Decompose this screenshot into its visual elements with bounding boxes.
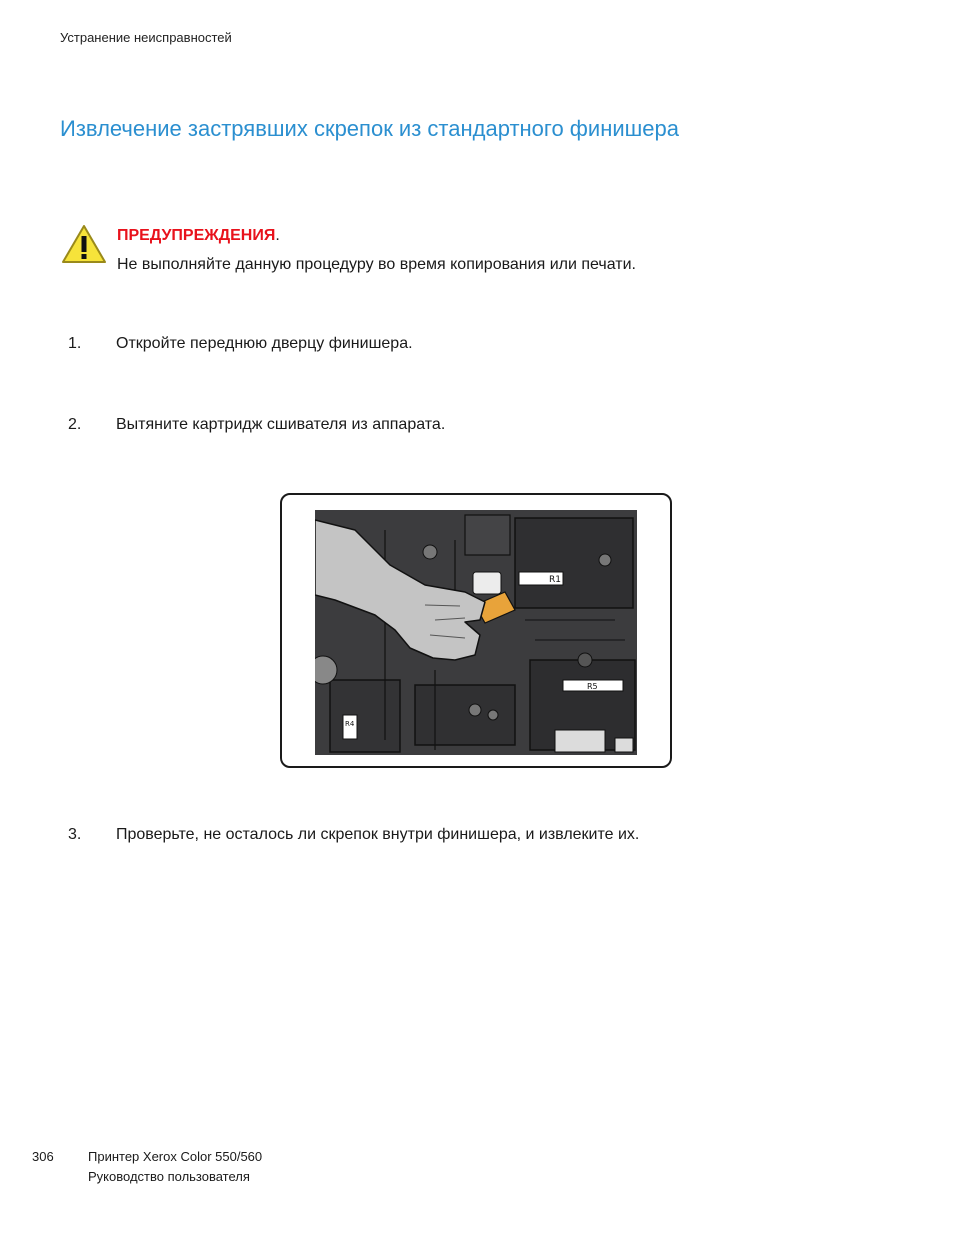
warning-label-period: . (275, 227, 280, 244)
warning-label (117, 227, 280, 245)
page-title: Извлечение застрявших скрепок из стандартного финишера (60, 116, 679, 141)
warning-label-text: ПРЕДУПРЕЖДЕНИЯ (117, 227, 276, 244)
step-text: Вытяните картридж сшивателя из аппарата. (116, 416, 446, 433)
label-r4: R4 (345, 720, 355, 728)
page-number: 306 (32, 1149, 54, 1164)
footer-product: Принтер Xerox Color 550/560 (88, 1149, 263, 1164)
step-3 (68, 826, 639, 844)
step-text: Откройте переднюю дверцу финишера. (116, 335, 413, 352)
step-number: 2. (68, 416, 82, 433)
footer-guide: Руководство пользователя (88, 1169, 250, 1184)
warning-triangle-icon (60, 223, 108, 265)
step-number: 3. (68, 826, 82, 843)
warning-text: Не выполняйте данную процедуру во время копирования или печати. (117, 256, 636, 273)
finisher-illustration (315, 510, 637, 755)
step-1 (68, 335, 413, 353)
step-text: Проверьте, не осталось ли скрепок внутри финишера, и извлеките их. (116, 826, 640, 843)
running-header: Устранение неисправностей (60, 30, 232, 45)
stapler-cartridge-illustration (280, 493, 672, 768)
label-r5: R5 (587, 682, 598, 691)
label-r1: R1 (549, 575, 561, 585)
step-number: 1. (68, 335, 82, 352)
step-2 (68, 416, 445, 434)
